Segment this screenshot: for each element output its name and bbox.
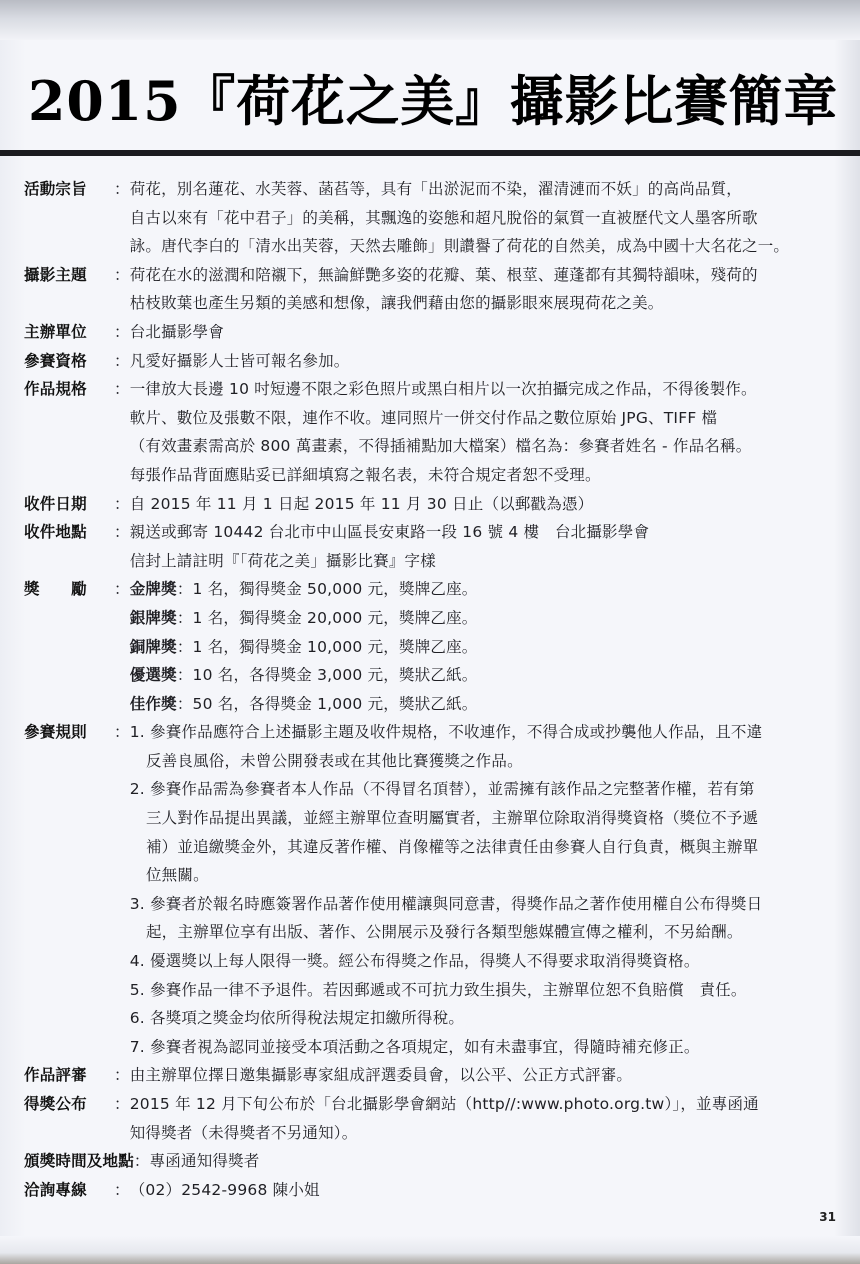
section-label: 攝影主題 [24, 265, 87, 284]
text-line: 補）並追繳獎金外，其違反著作權、肖像權等之法律責任由參賽人自行負責，概與主辦單 [145, 837, 759, 856]
award-name: 銀牌獎 [129, 608, 177, 627]
section-eligibility [24, 347, 844, 376]
section-contact [24, 1176, 844, 1205]
award-desc: 1 名，獨得獎金 20,000 元，獎牌乙座。 [192, 608, 478, 627]
award-item [130, 575, 844, 604]
section-label: 作品評審 [24, 1066, 87, 1085]
award-item [130, 633, 844, 662]
award-item [130, 661, 844, 690]
text-line: 一律放大長邊 10 吋短邊不限之彩色照片或黑白相片以一次拍攝完成之作品，不得後製作。 [129, 380, 757, 399]
award-name: 金牌獎 [129, 580, 177, 599]
page-number: 31 [819, 1210, 836, 1224]
section-body [130, 347, 844, 376]
section-body [130, 261, 844, 318]
rule-item [130, 718, 844, 775]
section-body [130, 1176, 844, 1205]
award-desc: 50 名，各得獎金 1,000 元，獎狀乙紙。 [192, 694, 478, 713]
award-desc: 10 名，各得獎金 3,000 元，獎狀乙紙。 [192, 666, 478, 685]
award-name: 優選獎 [129, 666, 177, 685]
label-colon: ： [176, 666, 193, 685]
rule-item [130, 976, 844, 1005]
section-announcement [24, 1090, 844, 1147]
text-line: 反善良風俗，未曾公開發表或在其他比賽獲獎之作品。 [145, 751, 523, 770]
rule-item [130, 890, 844, 947]
text-line: 每張作品背面應貼妥已詳細填寫之報名表，未符合規定者恕不受理。 [129, 465, 601, 484]
section-body [130, 375, 844, 489]
rule-item [130, 1004, 844, 1033]
text-line: 凡愛好攝影人士皆可報名參加。 [129, 351, 350, 370]
text-line: 位無關。 [145, 866, 209, 885]
section-rules [24, 718, 844, 1061]
text-line: 2. 參賽作品需為參賽者本人作品（不得冒名頂替），並需擁有該作品之完整著作權，若有第 [129, 780, 755, 799]
label-colon: ： [176, 580, 193, 599]
label-colon: ： [133, 1152, 150, 1171]
text-line: （02）2542-9968 陳小姐 [129, 1180, 320, 1199]
text-line: 4. 優選獎以上每人限得一獎。經公布得獎之作品，得獎人不得要求取消得獎資格。 [129, 952, 700, 971]
label-colon: ： [114, 322, 130, 341]
award-desc: 1 名，獨得獎金 10,000 元，獎牌乙座。 [192, 637, 478, 656]
section-awards [24, 575, 844, 718]
rules-list [130, 718, 844, 1061]
section-label: 收件日期 [24, 494, 87, 513]
section-label: 參賽資格 [24, 351, 87, 370]
label-colon: ： [114, 351, 130, 370]
section-judging [24, 1061, 844, 1090]
scan-shadow [0, 0, 860, 40]
text-line: 枯枝敗葉也產生另類的美感和想像，讓我們藉由您的攝影眼來展現荷花之美。 [129, 294, 664, 313]
title-divider [0, 150, 860, 156]
section-specs [24, 375, 844, 489]
text-line: 軟片、數位及張數不限，連作不收。連同照片一併交付作品之數位原始 JPG、TIFF 檔 [129, 408, 718, 427]
label-colon: ： [114, 180, 130, 198]
rule-item [130, 1033, 844, 1062]
text-line: 7. 參賽者視為認同並接受本項活動之各項規定，如有未盡事宜，得隨時補充修正。 [129, 1037, 700, 1056]
label-colon: ： [176, 637, 193, 656]
section-ceremony [24, 1147, 844, 1176]
section-body [130, 1061, 844, 1090]
text-line: 6. 各獎項之獎金均依所得稅法規定扣繳所得稅。 [129, 1009, 465, 1028]
awards-list [130, 575, 844, 718]
text-line: 3. 參賽者於報名時應簽署作品著作使用權讓與同意書，得獎作品之著作使用權自公布得獎日 [129, 894, 763, 913]
text-line: 知得獎者（未得獎者不另通知）。 [129, 1123, 358, 1142]
text-line: 由主辦單位擇日邀集攝影專家組成評選委員會，以公平、公正方式評審。 [129, 1066, 633, 1085]
rules-content [24, 175, 844, 1204]
text-line: 荷花在水的滋潤和陪襯下，無論鮮艷多姿的花瓣、葉、根莖、蓮蓬都有其獨特韻味，殘荷的 [129, 265, 758, 284]
label-colon: ： [114, 523, 130, 542]
label-colon: ： [114, 1066, 130, 1085]
text-line: 1. 參賽作品應符合上述攝影主題及收件規格，不收連作，不得合成或抄襲他人作品，且不違 [129, 723, 763, 742]
label-colon: ： [114, 380, 130, 399]
label-colon: ： [114, 494, 130, 513]
section-body [130, 518, 844, 575]
section-label: 收件地點 [24, 523, 87, 542]
text-line: 親送或郵寄 10442 台北市中山區長安東路一段 16 號 4 樓 台北攝影學會 [129, 523, 650, 542]
label-colon: ： [114, 580, 130, 599]
label-colon: ： [114, 1180, 130, 1199]
award-desc: 1 名，獨得獎金 50,000 元，獎牌乙座。 [192, 580, 478, 599]
text-line: （有效畫素需高於 800 萬畫素，不得插補點加大檔案）檔名為：參賽者姓名 - 作品名稱。 [129, 437, 752, 456]
section-label: 頒獎時間及地點 [24, 1152, 134, 1171]
text-line: 2015 年 12 月下旬公布於「台北攝影學會網站（http//:www.photo.org.tw）」，並專函通 [129, 1095, 759, 1113]
text-line: 詠。唐代李白的「清水出芙蓉，天然去雕飾」則讚譽了荷花的自然美，成為中國十大名花之一。 [129, 237, 790, 256]
text-line: 5. 參賽作品一律不予退件。若因郵遞或不可抗力致生損失，主辦單位恕不負賠償 責任。 [129, 980, 747, 999]
document-title: 2015『荷花之美』攝影比賽簡章 [28, 69, 839, 133]
section-label: 主辦單位 [24, 322, 87, 341]
rule-item [130, 947, 844, 976]
label-colon: ： [114, 265, 130, 284]
section-body [130, 175, 844, 261]
section-body [130, 490, 844, 519]
scan-bottom-edge [0, 1236, 860, 1264]
section-label: 洽詢專線 [24, 1180, 87, 1199]
section-purpose [24, 175, 844, 261]
label-colon: ： [176, 608, 193, 627]
label-colon: ： [114, 1095, 130, 1113]
label-colon: ： [176, 694, 193, 713]
text-line: 信封上請註明『「荷花之美」攝影比賽』字樣 [129, 551, 436, 570]
award-name: 銅牌獎 [129, 637, 177, 656]
section-theme [24, 261, 844, 318]
section-body [130, 318, 844, 347]
section-label: 參賽規則 [24, 723, 87, 742]
award-name: 佳作獎 [129, 694, 177, 713]
award-item [130, 604, 844, 633]
section-label: 活動宗旨 [24, 180, 87, 198]
text-line: 三人對作品提出異議，並經主辦單位查明屬實者，主辦單位除取消得獎資格（獎位不予遞 [145, 809, 759, 828]
text-line: 自 2015 年 11 月 1 日起 2015 年 11 月 30 日止（以郵戳為憑） [129, 494, 594, 513]
section-label: 獎 勵 [24, 580, 87, 599]
award-item [130, 690, 844, 719]
label-colon: ： [114, 723, 130, 742]
section-body [130, 1090, 844, 1147]
section-label: 得獎公布 [24, 1095, 87, 1113]
text-line: 荷花，別名蓮花、水芙蓉、菡萏等，具有「出淤泥而不染，濯清漣而不妖」的高尚品質， [129, 180, 743, 198]
section-organizer [24, 318, 844, 347]
text-line: 起，主辦單位享有出版、著作、公開展示及發行各類型態媒體宣傳之權利，不另給酬。 [145, 923, 743, 942]
section-address [24, 518, 844, 575]
section-label: 作品規格 [24, 380, 87, 399]
text-line: 台北攝影學會 [129, 322, 224, 341]
section-dates [24, 490, 844, 519]
rule-item [130, 775, 844, 889]
text-line: 自古以來有「花中君子」的美稱，其飄逸的姿態和超凡脫俗的氣質一直被歷代文人墨客所歌 [129, 208, 758, 227]
section-body [150, 1147, 844, 1176]
text-line: 專函通知得獎者 [149, 1152, 260, 1171]
